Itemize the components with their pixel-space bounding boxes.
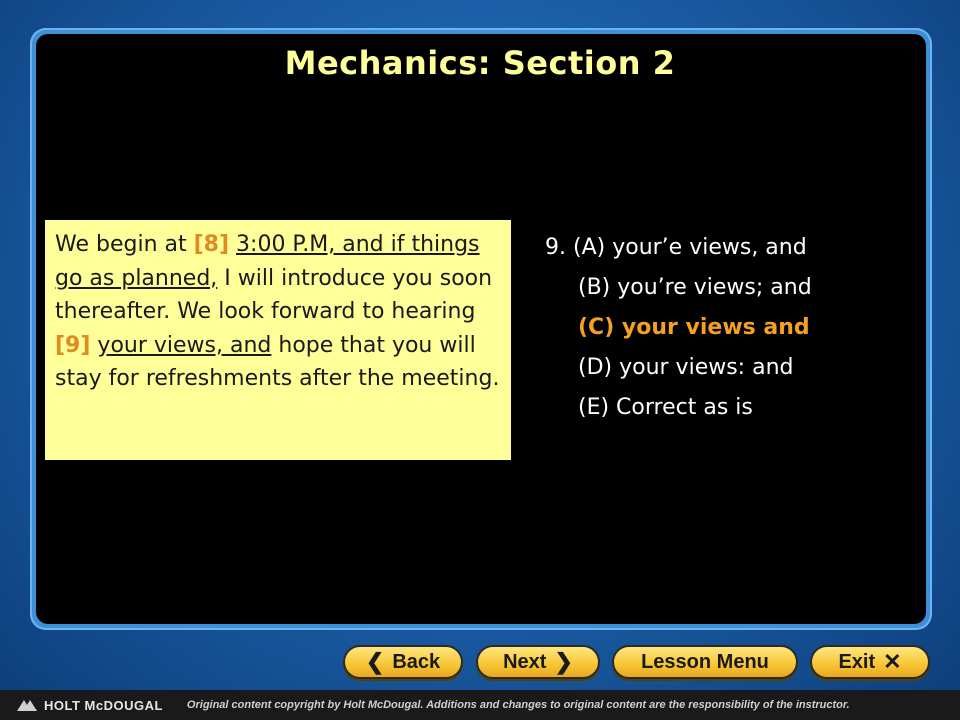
marker-9: [9] — [55, 332, 91, 358]
passage-text: We begin at — [55, 232, 194, 257]
next-label: Next — [503, 650, 547, 673]
answer-option-b[interactable] — [545, 268, 905, 308]
answer-option-a[interactable] — [545, 228, 905, 268]
answer-option-e[interactable] — [545, 388, 905, 428]
answer-option-c[interactable] — [545, 308, 905, 348]
answer-label: (C) your views and — [578, 315, 810, 340]
passage-space — [229, 232, 236, 257]
footer-brand: HOLT McDOUGAL — [44, 697, 163, 713]
lesson-menu-button[interactable] — [612, 645, 798, 679]
passage-box — [45, 220, 511, 460]
chevron-left-icon: ❮ — [365, 649, 385, 674]
answer-label: (E) Correct as is — [578, 395, 753, 420]
chevron-right-icon: ❯ — [554, 649, 573, 674]
passage-text: I will introduce you soon thereafter. We look forward to hearing — [55, 265, 493, 324]
close-icon: ✕ — [883, 649, 902, 674]
underlined-segment-9: your views, and — [97, 332, 272, 358]
next-button[interactable] — [476, 645, 600, 679]
footer-bar — [0, 690, 960, 720]
holt-logo-icon — [16, 697, 38, 713]
slide-title: Mechanics: Section 2 — [284, 44, 676, 82]
answer-label: (A) your’e views, and — [573, 235, 807, 260]
exit-button[interactable] — [810, 645, 930, 679]
question-number: 9. — [545, 235, 566, 260]
answer-label: (B) you’re views; and — [578, 275, 812, 300]
underlined-segment-8: 3:00 P.M, and if things go as planned, — [55, 232, 480, 291]
marker-8: [8] — [193, 232, 230, 257]
lesson-menu-label: Lesson Menu — [641, 650, 769, 673]
passage-text: hope that you will stay for refreshments after the meeting. — [55, 332, 500, 391]
back-button[interactable] — [343, 645, 463, 679]
back-label: Back — [392, 650, 441, 673]
answer-option-d[interactable] — [545, 348, 905, 388]
footer-copyright: Original content copyright by Holt McDougal. Additions and changes to original content are the responsibility of the instructor. — [186, 699, 850, 711]
exit-label: Exit — [838, 650, 876, 673]
answer-label: (D) your views: and — [578, 355, 794, 380]
answer-list — [545, 228, 905, 428]
